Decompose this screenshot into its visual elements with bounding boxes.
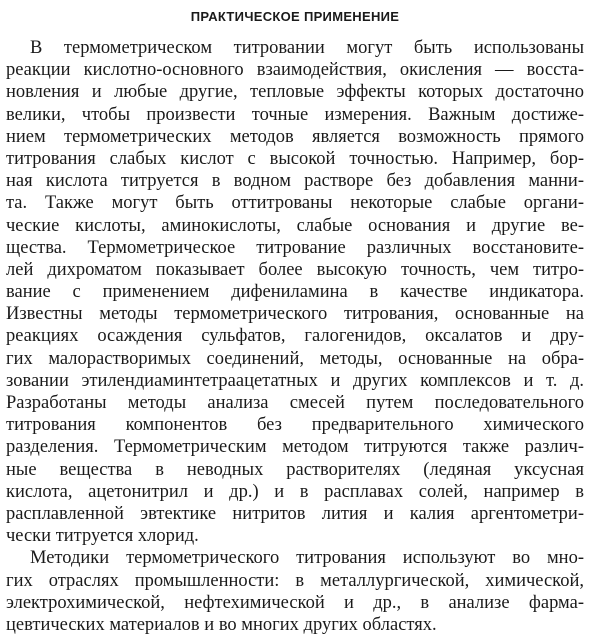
text-line: титрования компонентов без предварительного химического — [6, 415, 584, 436]
text-line: реакции кислотно-основного взаимодействия, окисления — восста- — [6, 60, 584, 81]
text-line: расплавленной эвтектике нитритов лития и калия аргентометри- — [6, 503, 584, 524]
text-line: кислота, ацетонитрил и др.) и в расплавах солей, например в — [6, 481, 584, 502]
text-line: вание с применением дифениламина в качестве индикатора. — [6, 282, 584, 303]
text-line: чески титруется хлорид. — [6, 526, 199, 547]
text-line: зовании этилендиаминтетраацетатных и других комплексов и т. д. — [6, 370, 584, 391]
text-line: нием термометрических методов является возможность прямого — [6, 126, 584, 147]
text-line: реакциях осаждения сульфатов, галогенидов, оксалатов и дру- — [6, 326, 584, 347]
document-body — [6, 37, 584, 636]
paragraph-1 — [6, 37, 584, 547]
text-line: ная кислота титруется в водном растворе без добавления манни- — [6, 171, 584, 192]
text-line: гих отраслях промышленности: в металлургической, химической, — [6, 570, 584, 591]
text-line: разделения. Термометрическим методом титруются также различ- — [6, 437, 584, 458]
text-line: Разработаны методы анализа смесей путем последовательного — [6, 393, 584, 413]
text-line: ные вещества в неводных растворителях (ледяная уксусная — [6, 459, 584, 480]
text-line: гих малорастворимых соединений, методы, основанные на обра- — [6, 348, 584, 369]
text-line: В термометрическом титровании могут быть использованы — [30, 38, 584, 58]
text-line: Известны методы термометрического титрования, основанные на — [6, 304, 584, 325]
text-line: велики, чтобы произвести точные измерения. Важным достиже- — [6, 104, 584, 125]
text-line: Методики термометрического титрования используют во мно- — [30, 548, 584, 569]
text-line: цевтических материалов и во многих других областях. — [6, 614, 437, 635]
paragraph-2 — [6, 547, 584, 636]
text-line: новления и любые другие, тепловые эффекты которых достаточно — [6, 82, 584, 103]
text-line: титрования слабых кислот с высокой точностью. Например, бор- — [6, 148, 584, 169]
text-line: та. Также могут быть оттитрованы некоторые слабые органи- — [6, 193, 584, 214]
section-heading: ПРАКТИЧЕСКОЕ ПРИМЕНЕНИЕ — [190, 9, 400, 24]
text-line: лей дихроматом показывает более высокую точность, чем титро- — [6, 259, 584, 280]
text-line: щества. Термометрическое титрование различных восстановите- — [6, 237, 584, 258]
text-line: ческие кислоты, аминокислоты, слабые основания и другие ве- — [6, 215, 584, 236]
text-line: электрохимической, нефтехимической и др., в анализе фарма- — [6, 592, 584, 613]
